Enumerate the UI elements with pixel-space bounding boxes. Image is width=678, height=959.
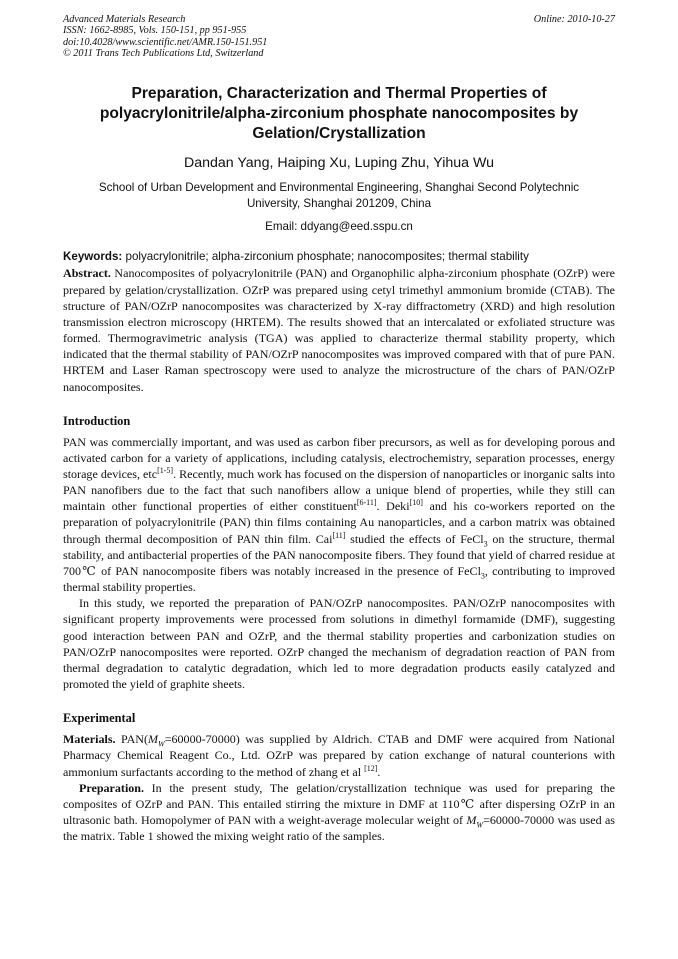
subscript-3: 3 — [483, 539, 488, 549]
journal-header — [63, 14, 615, 60]
introduction-paragraph-1 — [63, 434, 615, 596]
preparation-text-a: In the present study, The gelation/crystallization technique was used for preparing the composites of OZrP and PAN. This entailed stirring the mixture in DMF at 110℃ after dispersing OZrP in an ultrasonic bath. Homopolymer of PAN with a weight-average molecular weight of — [63, 780, 615, 827]
intro-text-c: . Deki — [376, 499, 410, 514]
email[interactable]: Email: ddyang@eed.sspu.cn — [265, 220, 413, 234]
journal-info — [63, 14, 267, 60]
preparation-text-b: =60000-70000 was used as the matrix. Table 1 showed the mixing weight ratio of the samples. — [63, 812, 615, 844]
copyright: © 2011 Trans Tech Publications Ltd, Switzerland — [63, 48, 264, 60]
materials-text-c: . — [377, 764, 381, 779]
paper-title — [63, 84, 615, 144]
online-date: Online: 2010-10-27 — [533, 14, 615, 25]
mw-symbol: M — [148, 732, 159, 747]
issn: ISSN: 1662-8985, Vols. 150-151, pp 951-955 — [63, 25, 247, 37]
abstract — [63, 265, 615, 394]
citation-1-5: [1-5] — [157, 465, 174, 475]
title-line-1: Preparation, Characterization and Thermal Properties of — [131, 84, 547, 102]
intro-text-b: . Recently, much work has focused on the dispersion of nanoparticles or inorganic salts into PAN nanofibers due to the fact that such nanofibers allow a unique blend of properties, while they still can maintain other functional properties of either constituent — [63, 467, 615, 514]
citation-6-11: [6-11] — [356, 498, 377, 508]
experimental-heading: Experimental — [63, 711, 136, 726]
abstract-text: Nanocomposites of polyacrylonitrile (PAN) and Organophilic alpha-zirconium phosphate (OZrP) were prepared by gelation/crystallization. OZrP was prepared using cetyl trimethyl ammonium bromide (CTAB). The structure of PAN/OZrP nanocomposites was characterized by X-ray diffractometry (XRD) and high resolution transmission electron microscopy (HRTEM). The results showed that an intercalated or exfoliated structure was formed. Thermogravimetric analysis (TGA) was applied to characterize thermal stability property, which indicated that the thermal stability of PAN/OZrP nanocomposites was improved compared with that of pure PAN. HRTEM and Laser Raman spectroscopy were used to analyze the microstructure of the chars of PAN/OZrP nanocomposites. — [63, 266, 615, 394]
materials-text-b: =60000-70000) was supplied by Aldrich. CTAB and DMF were acquired from National Pharmacy Chemical Reagent Co., Ltd. OZrP was prepared by cation exchange of natural counterions with ammonium surfactants according to the method of zhang et al — [63, 732, 615, 779]
materials-paragraph — [63, 731, 615, 779]
subscript-3: 3 — [480, 571, 485, 581]
intro-text-e: studied the effects of FeCl — [345, 531, 484, 546]
materials-text-a: PAN( — [115, 732, 148, 747]
preparation-paragraph — [63, 780, 615, 845]
introduction-heading: Introduction — [63, 413, 131, 428]
authors: Dandan Yang, Haiping Xu, Luping Zhu, Yihua Wu — [184, 154, 494, 171]
intro-text-d: and his co-workers reported on the preparation of polyacrylonitrile (PAN) thin films containing Au nanoparticles, and a carbon matrix was obtained through thermal decomposition of PAN thin film. Cai — [63, 499, 616, 546]
intro-text-f: on the structure, thermal stability, and antibacterial properties of the PAN nanocomposite fibers. They found that yield of charred residue at 700℃ of PAN nanocomposite fibers was notably increased in the presence of FeCl — [63, 531, 616, 578]
citation-11: [11] — [332, 530, 346, 540]
mw-subscript: W — [476, 820, 484, 830]
citation-10: [10] — [409, 498, 423, 508]
title-line-2: polyacrylonitrile/alpha-zirconium phosphate nanocomposites by — [99, 104, 579, 122]
affiliation-line-1: School of Urban Development and Environmental Engineering, Shanghai Second Polytechnic — [98, 180, 580, 194]
abstract-label: Abstract. — [63, 266, 111, 281]
keywords-label: Keywords: — [63, 250, 123, 264]
preparation-label: Preparation. — [79, 780, 145, 795]
intro-text-g: , contributing to improved thermal stability properties. — [63, 563, 615, 595]
title-line-3: Gelation/Crystallization — [252, 124, 426, 142]
intro-text-a: PAN was commercially important, and was used as carbon fiber precursors, as well as for developing porous and activated carbon for a variety of applications, including catalysis, electrochemistry, separation processes, energy storage devices, etc — [63, 434, 615, 481]
mw-symbol: M — [466, 812, 477, 827]
citation-12: [12] — [364, 763, 378, 773]
introduction-paragraph-2: In this study, we reported the preparation of PAN/OZrP nanocomposites. PAN/OZrP nanocomposites with significant property improvements were processed from solutions in dimethyl formamide (DMF), suggesting good interaction between PAN and OZrP, and the thermal stability properties and carbonization studies on PAN/OZrP nanocomposites were reported. OZrP changed the mechanism of degradation reaction of PAN from thermal degradation to catalytic degradation, which led to more degradation products easily catalyzed and promoted the yield of graphite sheets. — [63, 596, 615, 692]
affiliation-line-2: University, Shanghai 201209, China — [246, 197, 432, 211]
doi: doi:10.4028/www.scientific.net/AMR.150-151.951 — [63, 36, 268, 48]
mw-subscript: W — [158, 739, 165, 749]
materials-label: Materials. — [63, 732, 116, 747]
journal-name: Advanced Materials Research — [63, 14, 186, 25]
affiliation — [63, 180, 615, 213]
keywords — [63, 249, 615, 265]
keywords-text: polyacrylonitrile; alpha-zirconium phosphate; nanocomposites; thermal stability — [122, 250, 529, 264]
